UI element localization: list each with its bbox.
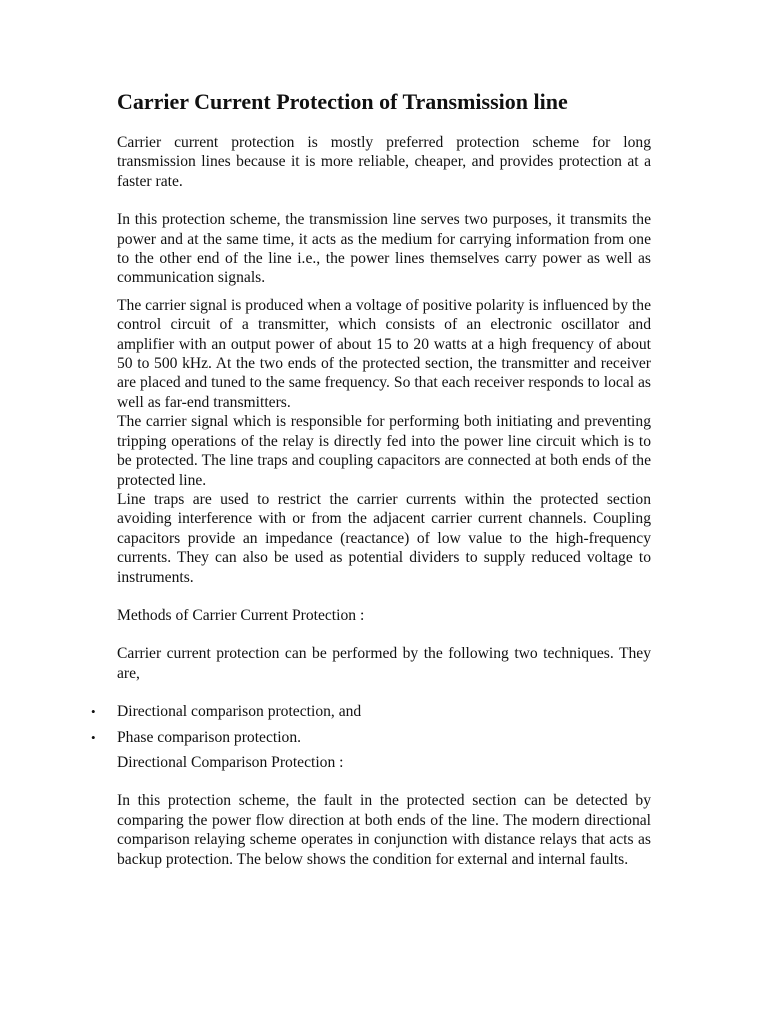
list-item: [91, 728, 651, 747]
list-item-text: Directional comparison protection, and: [117, 703, 362, 721]
list-item-text: Phase comparison protection.: [117, 728, 302, 746]
document-title: Carrier Current Protection of Transmission line: [117, 89, 568, 114]
bullet-icon: •: [91, 704, 96, 720]
paragraph-carrier-signal: The carrier signal is produced when a voltage of positive polarity is influenced by the control circuit of a transmitter, which consists of an electronic oscillator and amplifier with an output power of about 15 to 20 watts at a high frequency of about 50 to 500 kHz. At the two ends of the protected section, the transmitter and receiver are placed and tuned to the same frequency. So that each receiver responds to local as well as far-end transmitters.: [117, 296, 651, 411]
paragraph-tripping: The carrier signal which is responsible for performing both initiating and preventing tripping operations of the relay is directly fed into the power line circuit which is to be protected. The line traps and coupling capacitors are connected at both ends of the protected line.: [117, 413, 651, 489]
methods-heading: Methods of Carrier Current Protection :: [117, 606, 365, 624]
directional-comparison-heading: Directional Comparison Protection :: [117, 753, 344, 771]
paragraph-line-traps: Line traps are used to restrict the carrier currents within the protected section avoiding interference with or from the adjacent carrier current channels. Coupling capacitors provide an impedance (reactance) of low value to the high-frequency currents. They can also be used as potential dividers to supply reduced voltage to instruments.: [117, 490, 651, 586]
paragraph-intro: Carrier current protection is mostly preferred protection scheme for long transmission lines because it is more reliable, cheaper, and provides protection at a faster rate.: [117, 134, 651, 190]
document-page: [91, 88, 651, 869]
paragraph-techniques: Carrier current protection can be performed by the following two techniques. They are,: [117, 645, 651, 682]
list-item: [91, 702, 651, 721]
paragraph-scheme: In this protection scheme, the transmission line serves two purposes, it transmits the power and at the same time, it acts as the medium for carrying information from one to the other end of the line i.e., the power lines themselves carry power as well as communication signals.: [117, 211, 651, 287]
techniques-list: [91, 702, 651, 747]
bullet-icon: •: [91, 729, 96, 745]
paragraph-directional-comparison: In this protection scheme, the fault in the protected section can be detected by comparing the power flow direction at both ends of the line. The modern directional comparison relaying scheme operates in conjunction with distance relays that acts as backup protection. The below shows the condition for external and internal faults.: [117, 792, 651, 868]
